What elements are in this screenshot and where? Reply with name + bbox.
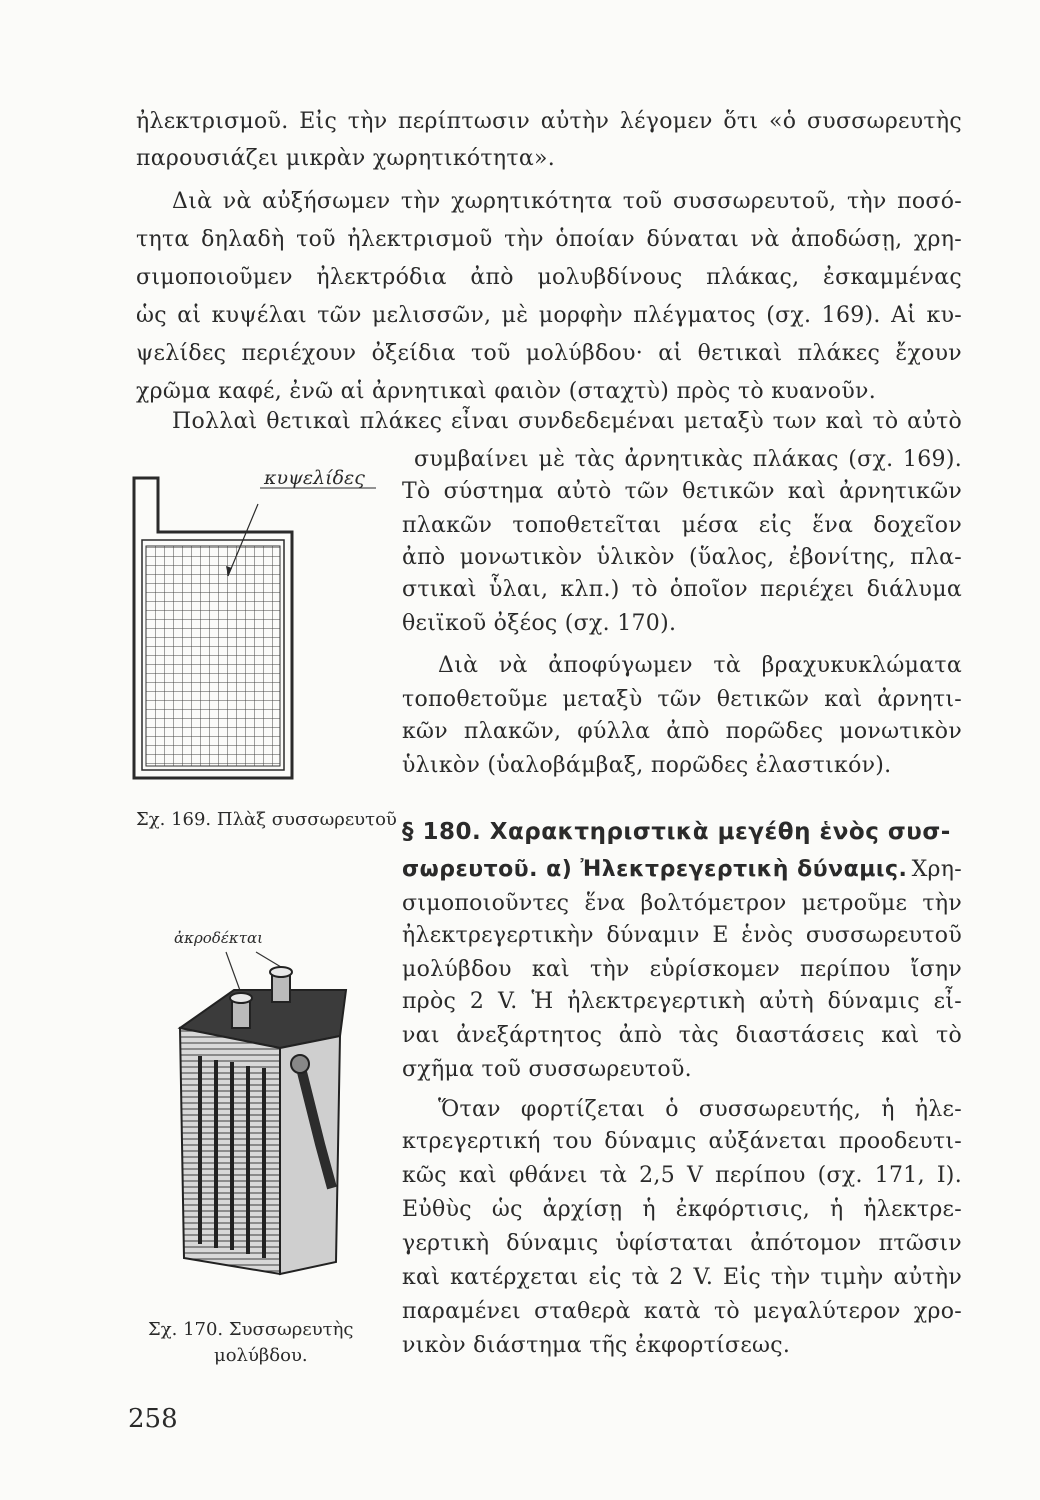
text-line: παρουσιάζει μικρὰν χωρητικότητα». <box>136 146 556 171</box>
text-line: νικὸν διάστημα τῆς ἐκφορτίσεως. <box>402 1333 791 1358</box>
figure-170-battery <box>160 944 390 1284</box>
battery-side <box>280 1036 340 1274</box>
text-line: συμβαίνει μὲ τὰς ἀρνητικὰς πλάκας (σχ. 169). <box>414 447 962 472</box>
text-line: ναι ἀνεξάρτητος ἀπὸ τὰς διαστάσεις καὶ τὸ <box>402 1023 962 1048</box>
section-heading: § 180. Χαρακτηριστικὰ μεγέθη ἑνὸς συσ- <box>402 819 951 845</box>
text-line: σιμοποιοῦμεν ἠλεκτρόδια ἀπὸ μολυβδίνους πλάκας, ἐσκαμμένας <box>136 265 962 290</box>
terminal-post-top <box>230 993 252 1003</box>
text-line: Τὸ σύστημα αὐτὸ τῶν θετικῶν καὶ ἀρνητικῶν <box>402 479 962 504</box>
fig169-label: κυψελίδες <box>264 467 365 489</box>
fig169-caption: Σχ. 169. Πλὰξ συσσωρευτοῦ <box>136 809 397 830</box>
text-line: Διὰ νὰ ἀποφύγωμεν τὰ βραχυκυκλώματα <box>438 653 962 678</box>
text-line: ὑλικὸν (ὑαλοβάμβαξ, πορῶδες ἐλαστικόν). <box>402 753 892 778</box>
figure-169-plate <box>128 466 398 786</box>
cell-grid <box>146 546 280 766</box>
connector-bolt <box>291 1055 309 1073</box>
text-line: χρῶμα καφέ, ἐνῶ αἱ ἀρνητικαὶ φαιὸν (σταχτὺ) πρὸς τὸ κυανοῦν. <box>136 379 876 404</box>
text-line: σχῆμα τοῦ συσσωρευτοῦ. <box>402 1057 692 1082</box>
text-line: κῶς καὶ φθάνει τὰ 2,5 V περίπου (σχ. 171, Ι). <box>402 1163 962 1188</box>
text-line: Πολλαὶ θετικαὶ πλάκες εἶναι συνδεδεμέναι μεταξὺ των καὶ τὸ αὐτὸ <box>172 409 962 434</box>
text-line: ἠλεκτρισμοῦ. Εἰς τὴν περίπτωσιν αὐτὴν λέγομεν ὅτι «ὁ συσσωρευτὴς <box>136 109 962 134</box>
text-line: πρὸς 2 V. Ἡ ἠλεκτρεγερτικὴ αὐτὴ δύναμις εἶ- <box>402 989 962 1014</box>
text-line: παραμένει σταθερὰ κατὰ τὸ μεγαλύτερον χρο- <box>402 1299 962 1324</box>
text-line: τοποθετοῦμε μεταξὺ τῶν θετικῶν καὶ ἀρνητι- <box>402 687 962 712</box>
text-line: στικαὶ ὗλαι, κλπ.) τὸ ὁποῖον περιέχει διάλυμα <box>402 577 962 602</box>
text-line: τητα δηλαδὴ τοῦ ἠλεκτρισμοῦ τὴν ὁποίαν δύναται νὰ ἀποδώσῃ, χρη- <box>136 227 962 252</box>
fig170-caption: μολύβδου. <box>214 1345 308 1366</box>
text-line: γερτικὴ δύναμις ὑφίσταται ἀπότομον πτῶσιν <box>402 1231 962 1256</box>
terminal-post-top <box>270 967 292 977</box>
text-line: κτρεγερτική του δύναμις αὐξάνεται προοδευτι- <box>402 1129 962 1154</box>
text-line: ὡς αἱ κυψέλαι τῶν μελισσῶν, μὲ μορφὴν πλέγματος (σχ. 169). Αἱ κυ- <box>136 303 962 328</box>
text-line: Διὰ νὰ αὐξήσωμεν τὴν χωρητικότητα τοῦ συσσωρευτοῦ, τὴν ποσό- <box>172 189 962 214</box>
text-line: ἠλεκτρεγερτικὴν δύναμιν Ε ἑνὸς συσσωρευτοῦ <box>402 923 962 948</box>
text-line: ἀπὸ μονωτικὸν ὑλικὸν (ὕαλος, ἐβονίτης, πλα- <box>402 545 962 570</box>
text-line: καὶ κατέρχεται εἰς τὰ 2 V. Εἰς τὴν τιμὴν αὐτὴν <box>402 1265 962 1290</box>
text-line: Εὐθὺς ὡς ἀρχίσῃ ἡ ἐκφόρτισις, ἡ ἠλεκτρε- <box>402 1197 962 1222</box>
text-line: μολύβδου καὶ τὴν εὑρίσκομεν περίπου ἴσην <box>402 957 962 982</box>
text-line: Ὅταν φορτίζεται ὁ συσσωρευτής, ἡ ἠλε- <box>438 1097 962 1122</box>
section-heading-line <box>402 856 962 884</box>
text-fragment: Χρη- <box>911 857 962 882</box>
text-line: κῶν πλακῶν, φύλλα ἀπὸ πορῶδες μονωτικὸν <box>402 719 962 744</box>
section-heading-cont: σωρευτοῦ. α) Ἠλεκτρεγερτικὴ δύναμις. <box>402 857 908 882</box>
text-line: ψελίδες περιέχουν ὀξείδια τοῦ μολύβδου· αἱ θετικαὶ πλάκες ἔχουν <box>136 341 962 366</box>
text-line: θειϊκοῦ ὀξέος (σχ. 170). <box>402 611 677 636</box>
text-line: σιμοποιοῦντες ἕνα βολτόμετρον μετροῦμε τὴν <box>402 891 962 916</box>
fig170-label: ἀκροδέκται <box>174 929 264 947</box>
page-number: 258 <box>128 1404 178 1434</box>
text-line: πλακῶν τοποθετεῖται μέσα εἰς ἕνα δοχεῖον <box>402 513 962 538</box>
fig170-caption: Σχ. 170. Συσσωρευτὴς <box>148 1319 354 1340</box>
